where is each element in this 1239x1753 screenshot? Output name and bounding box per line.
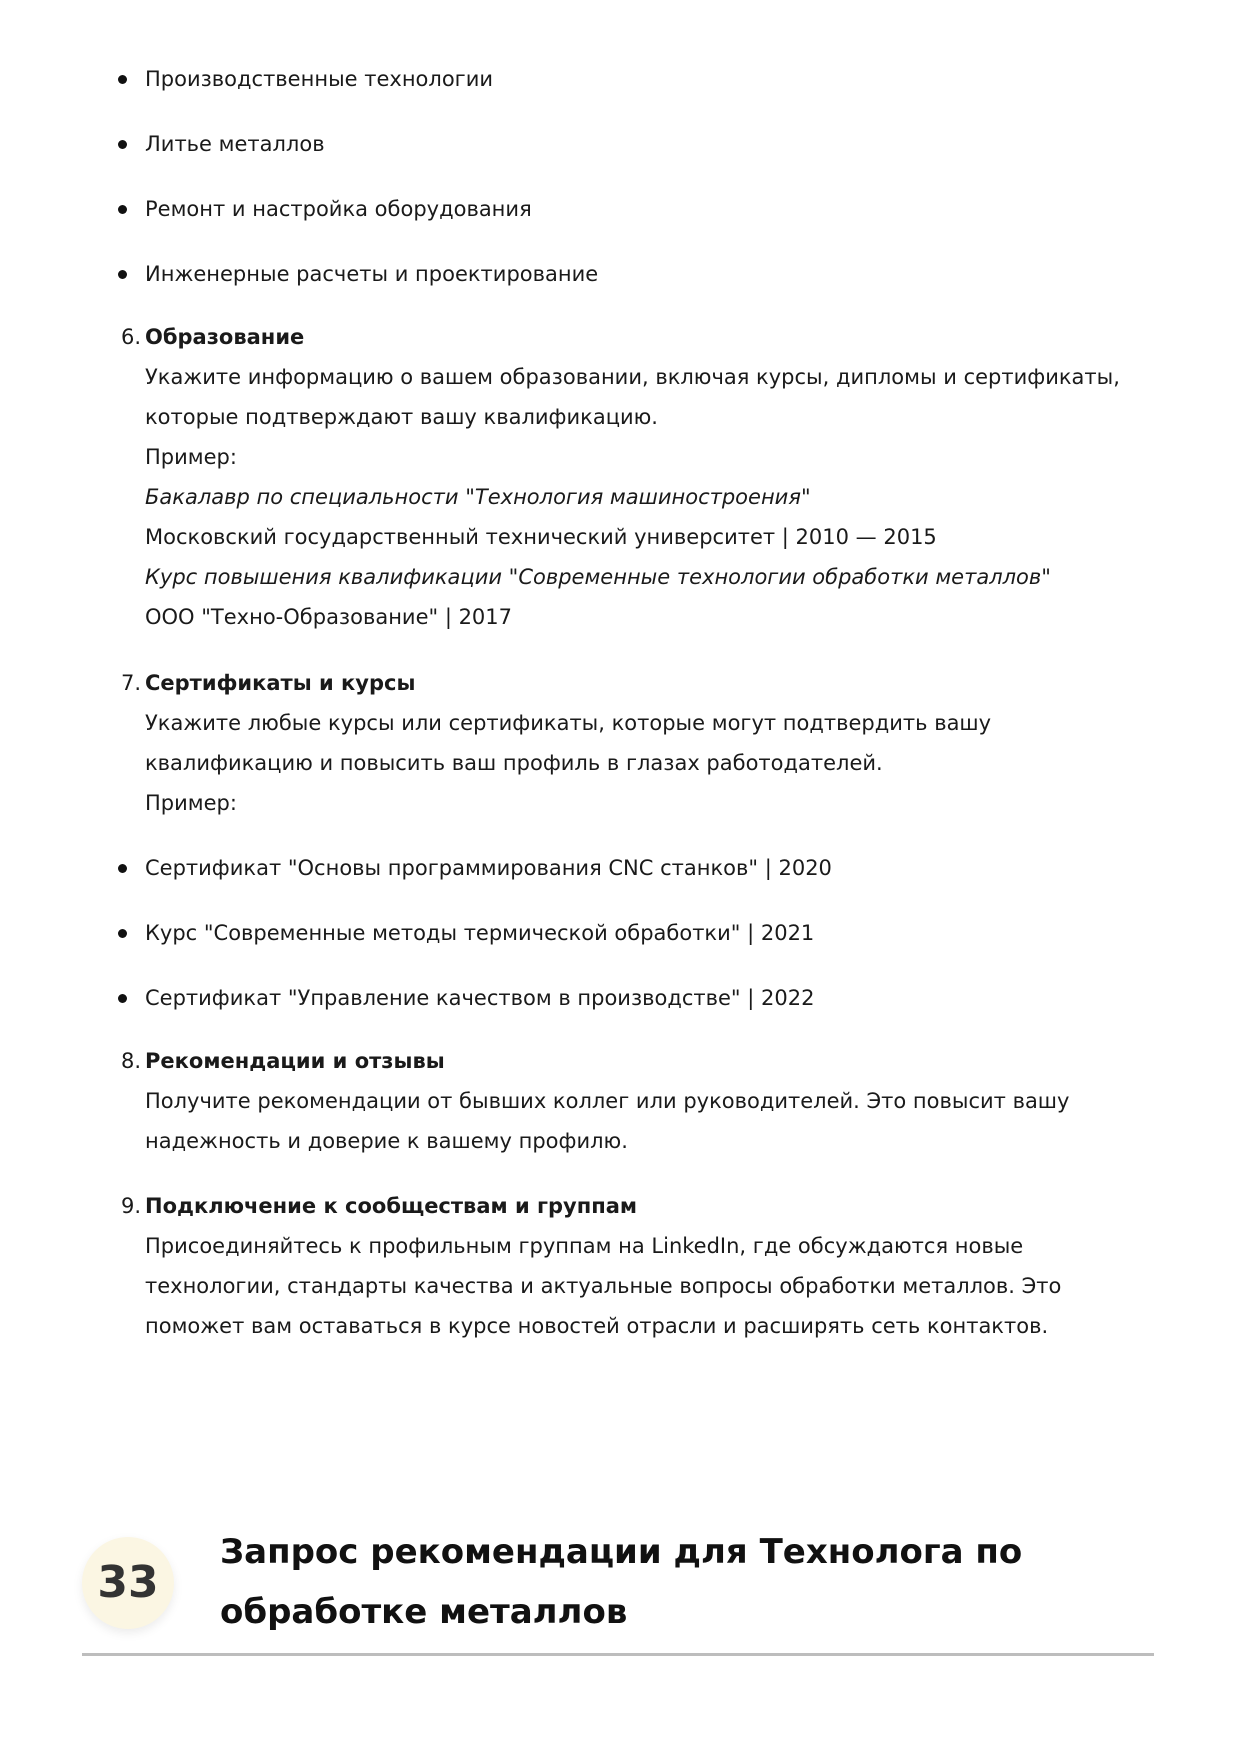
list-item: Курс "Современные методы термической обработки" | 2021 bbox=[145, 913, 814, 953]
chapter-title-line: обработке металлов bbox=[220, 1592, 628, 1632]
paragraph-line: технологии, стандарты качества и актуальные вопросы обработки металлов. Это bbox=[145, 1274, 1062, 1298]
list-item: Ремонт и настройка оборудования bbox=[145, 189, 532, 229]
list-item: Сертификат "Основы программирования CNC станков" | 2020 bbox=[145, 848, 832, 888]
paragraph-line: Получите рекомендации от бывших коллег или руководителей. Это повысит вашу bbox=[145, 1089, 1070, 1113]
paragraph-line: которые подтверждают вашу квалификацию. bbox=[145, 405, 658, 429]
list-item: Производственные технологии bbox=[145, 59, 493, 99]
chapter-number-badge: 33 bbox=[82, 1537, 174, 1629]
example-title: Курс повышения квалификации "Современные технологии обработки металлов" bbox=[145, 565, 1051, 589]
section-education bbox=[120, 317, 1165, 637]
chapter-title-line: Запрос рекомендации для Технолога по bbox=[220, 1532, 1023, 1572]
paragraph-line: квалификацию и повысить ваш профиль в глазах работодателей. bbox=[145, 751, 883, 775]
item-number: 6. bbox=[120, 325, 141, 349]
paragraph-line: поможет вам оставаться в курсе новостей отрасли и расширять сеть контактов. bbox=[145, 1314, 1049, 1338]
section-title: Сертификаты и курсы bbox=[145, 671, 416, 695]
item-number: 9. bbox=[120, 1194, 141, 1218]
paragraph-line: надежность и доверие к вашему профилю. bbox=[145, 1129, 628, 1153]
section-title: Подключение к сообществам и группам bbox=[145, 1194, 638, 1218]
chapter-title bbox=[220, 1522, 1120, 1642]
list-item: Сертификат "Управление качеством в производстве" | 2022 bbox=[145, 978, 814, 1018]
paragraph-line: Пример: bbox=[145, 791, 237, 815]
list-item: Инженерные расчеты и проектирование bbox=[145, 254, 598, 294]
chapter-divider bbox=[82, 1653, 1154, 1656]
paragraph-line: Укажите любые курсы или сертификаты, которые могут подтвердить вашу bbox=[145, 711, 992, 735]
example-detail: ООО "Техно-Образование" | 2017 bbox=[145, 605, 513, 629]
item-number: 7. bbox=[120, 671, 141, 695]
example-detail: Московский государственный технический университет | 2010 — 2015 bbox=[145, 525, 937, 549]
paragraph-line: Присоединяйтесь к профильным группам на LinkedIn, где обсуждаются новые bbox=[145, 1234, 1024, 1258]
example-title: Бакалавр по специальности "Технология машиностроения" bbox=[145, 485, 811, 509]
section-certificates bbox=[120, 663, 1165, 823]
item-number: 8. bbox=[120, 1049, 141, 1073]
section-title: Рекомендации и отзывы bbox=[145, 1049, 445, 1073]
section-recommendations bbox=[120, 1041, 1165, 1161]
paragraph-line: Пример: bbox=[145, 445, 237, 469]
paragraph-line: Укажите информацию о вашем образовании, включая курсы, дипломы и сертификаты, bbox=[145, 365, 1120, 389]
section-title: Образование bbox=[145, 325, 305, 349]
list-item: Литье металлов bbox=[145, 124, 325, 164]
section-communities bbox=[120, 1186, 1165, 1346]
